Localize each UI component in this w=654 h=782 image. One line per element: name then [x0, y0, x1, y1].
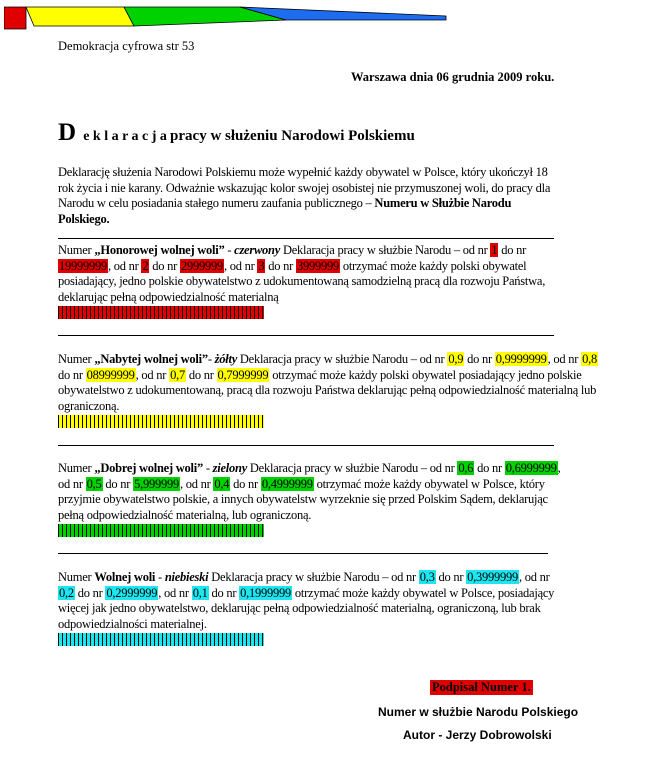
- red-stripe: [4, 7, 26, 29]
- number-badge: 19999999: [59, 258, 107, 273]
- number-badge: 0,1999999: [240, 585, 292, 600]
- emphasis: [215, 352, 237, 366]
- yellow-signature-fill: [58, 415, 264, 428]
- emphasis: [165, 570, 209, 584]
- text-run: do nr: [149, 258, 180, 273]
- text-run: -: [224, 243, 235, 257]
- number-badge: 2999999: [180, 258, 223, 273]
- title-initial: D: [58, 119, 77, 146]
- number-badge: 1: [491, 243, 498, 257]
- text-run: do nr: [498, 243, 527, 257]
- number-badge: 0,4999999: [261, 476, 313, 491]
- text-run: , od nr: [58, 461, 561, 491]
- text-run: otrzymać może każdy polski obywatel posiadający jedno polskie obywatelstwo z udokumentowaną, pracą dla rozwoju Państwa deklarując pełną odpowiedzialność materialną lub ograniczoną.: [58, 367, 597, 413]
- blue-signature-fill: [58, 633, 264, 646]
- text-run: Numer: [58, 461, 95, 475]
- text-run: -: [203, 461, 213, 475]
- section-red-name: „Honorowej wolnej woli”: [94, 243, 225, 257]
- number-badge: 0,3999999: [467, 570, 519, 584]
- text-run: do nr: [435, 570, 467, 584]
- section-red-color-word: czerwony: [234, 243, 281, 257]
- emphasis: [213, 461, 247, 475]
- divider-2: [58, 335, 554, 336]
- divider-3: [58, 445, 554, 446]
- section-blue-name: Wolnej woli: [94, 570, 156, 584]
- divider-4: [58, 553, 548, 554]
- text-run: do nr: [185, 367, 217, 382]
- number-badge: 0,7999999: [217, 367, 269, 382]
- text-run: Numer: [58, 243, 95, 257]
- text-run: Deklaracja pracy w służbie Narodu – od nr: [237, 352, 448, 366]
- number-badge: 0,1: [192, 585, 208, 600]
- section-green-name: „Dobrej wolnej woli”: [94, 461, 203, 475]
- number-badge: 0,3: [419, 570, 435, 584]
- section-yellow-name: „Nabytej wolnej woli”: [94, 352, 208, 366]
- text-run: do nr: [464, 352, 495, 366]
- text-run: , od nr: [547, 352, 582, 366]
- title-spaced-word: e k l a r a c j a: [83, 129, 167, 144]
- text-run: , od nr: [108, 258, 142, 273]
- number-badge: 0,6: [458, 461, 474, 475]
- text-run: do nr: [74, 585, 106, 600]
- text-run: do nr: [208, 585, 240, 600]
- text-run: do nr: [58, 367, 86, 382]
- text-run: Deklaracja pracy w służbie Narodu – od nr: [280, 243, 491, 257]
- section-yellow: [58, 352, 603, 428]
- text-run: do nr: [102, 476, 134, 491]
- section-blue-color-word: niebieski: [164, 570, 209, 584]
- number-badge: 0,9: [448, 352, 464, 366]
- emphasis: [234, 243, 280, 257]
- section-red: [58, 243, 562, 319]
- text-run: , od nr: [223, 258, 258, 273]
- number-badge: 0,5: [86, 476, 102, 491]
- text-run: Numer: [58, 352, 95, 366]
- number-badge: 0,8: [582, 352, 597, 366]
- intro-bold: Numeru w Służbie Narodu Polskiego.: [58, 196, 512, 226]
- text-run: Numer: [58, 570, 95, 584]
- text-run: do nr: [265, 258, 296, 273]
- text-run: do nr: [230, 476, 261, 491]
- number-badge: 3: [258, 258, 265, 273]
- section-green: [58, 461, 568, 537]
- number-badge: 2: [142, 258, 149, 273]
- signature-line-2: Autor - Jerzy Dobrowolski: [403, 728, 552, 742]
- intro-text: Deklarację służenia Narodowi Polskiemu może wypełnić każdy obywatel w Polsce, który ukończył 18 rok życia i nie karany. Odważnie wskazując kolor swojej osobistej nie przymuszonej woli, do pracy dla Narodu w celu posiadania stałego numeru zaufania publicznego –: [58, 165, 551, 211]
- page-reference: Demokracja cyfrowa str 53: [58, 39, 195, 53]
- text-run: , od nr: [158, 585, 192, 600]
- signature-badge: Podpisał Numer 1.: [432, 680, 531, 694]
- section-yellow-color-word: żółty: [214, 352, 237, 366]
- number-badge: 0,9999999: [495, 352, 547, 366]
- intro-paragraph: [58, 165, 558, 227]
- date-line: Warszawa dnia 06 grudnia 2009 roku.: [351, 70, 555, 84]
- text-run: , od nr: [519, 570, 550, 584]
- number-badge: 08999999: [86, 367, 135, 382]
- text-run: Deklaracja pracy w służbie Narodu – od nr: [247, 461, 458, 475]
- document-title: [58, 119, 415, 147]
- section-green-color-word: zielony: [212, 461, 248, 475]
- color-stripe-banner: [4, 4, 448, 30]
- section-blue: [58, 570, 558, 646]
- yellow-stripe: [26, 7, 134, 26]
- number-badge: 0,4: [214, 476, 230, 491]
- text-run: otrzymać może każdy obywatel w Polsce, który przyjmie obywatelstwo polskie, a innych obywatelstw wyrzeknie się przed Polskim Sądem, deklarując pełną odpowiedzialność materialną, lub ograniczoną.: [58, 476, 548, 522]
- number-badge: 0,2999999: [106, 585, 158, 600]
- number-badge: 0,2: [59, 585, 74, 600]
- divider-1: [58, 238, 554, 239]
- text-run: , od nr: [135, 367, 170, 382]
- text-run: Deklaracja pracy w służbie Narodu – od nr: [208, 570, 419, 584]
- signature-line-1: Numer w służbie Narodu Polskiego: [378, 705, 579, 719]
- red-signature-fill: [58, 306, 264, 319]
- text-run: , od nr: [179, 476, 214, 491]
- number-badge: 0,7: [170, 367, 185, 382]
- text-run: -: [155, 570, 165, 584]
- text-run: otrzymać może każdy polski obywatel posiadający, jedno polskie obywatelstwo z udokumentowaną samodzielną pracą dla rozwoju Państwa, deklarując pełną odpowiedzialność materialną: [58, 258, 546, 304]
- text-run: do nr: [474, 461, 505, 475]
- number-badge: 0,6999999: [505, 461, 557, 475]
- text-run: otrzymać może każdy obywatel w Polsce, posiadający więcej jak jedno obywatelstwo, deklarując pełną odpowiedzialność materialną, ograniczoną, lub brak odpowiedzialności materialnej.: [58, 585, 555, 631]
- title-rest: pracy w służeniu Narodowi Polskiemu: [170, 128, 415, 144]
- number-badge: 5,999999: [134, 476, 179, 491]
- text-run: -: [207, 352, 215, 366]
- number-badge: 3999999: [296, 258, 339, 273]
- green-signature-fill: [58, 524, 264, 537]
